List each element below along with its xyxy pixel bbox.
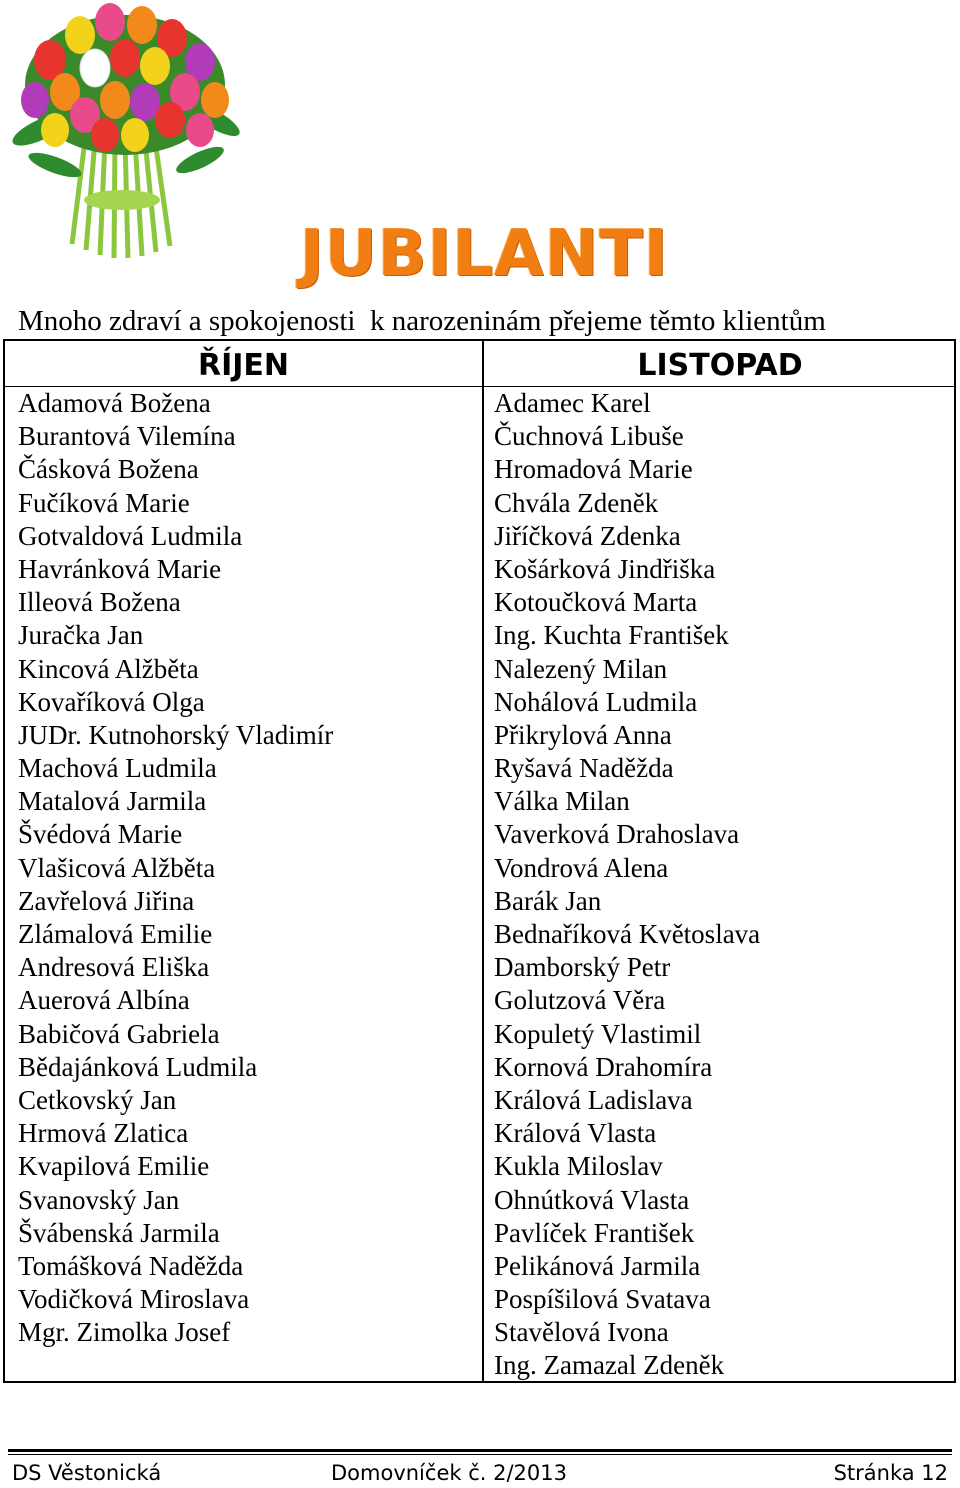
list-item: JUDr. Kutnohorský Vladimír [18,719,334,750]
list-item: Pelikánová Jarmila [494,1250,701,1281]
list-item: Přikrylová Anna [494,719,672,750]
list-item: Čásková Božena [18,454,199,485]
list-item: Bednaříková Květoslava [494,919,761,949]
list-item: Kornová Drahomíra [494,1051,713,1082]
footer-rule-thin [8,1454,952,1455]
november-names-list [494,387,760,1383]
list-item: Ing. Kuchta František [494,620,729,651]
list-item: Hrmová Zlatica [18,1118,189,1149]
list-item: Vaverková Drahoslava [494,819,740,850]
list-item: Válka Milan [494,786,630,817]
column-divider [482,341,484,1381]
list-item: Matalová Jarmila [18,786,207,817]
list-item: Švédová Marie [18,819,183,850]
tulip-bouquet-icon [10,0,240,262]
list-item: Zavřelová Jiřina [18,885,195,916]
column-heading-november: LISTOPAD [637,348,803,383]
list-item: Pospíšilová Svatava [494,1284,711,1315]
list-item: Cetkovský Jan [18,1084,177,1115]
footer-page-number: Stránka 12 [833,1461,948,1485]
list-item: Čuchnová Libuše [494,421,684,452]
october-names-list [18,387,333,1349]
list-item: Košárková Jindřiška [494,553,716,584]
list-item: Ing. Zamazal Zdeněk [494,1350,725,1381]
list-item: Nohálová Ludmila [494,686,698,717]
list-item: Hromadová Marie [494,454,693,485]
list-item: Kvapilová Emilie [18,1151,210,1182]
list-item: Damborský Petr [494,952,671,983]
list-item: Mgr. Zimolka Josef [18,1317,231,1348]
list-item: Machová Ludmila [18,753,217,784]
list-item: Tomášková Naděžda [18,1250,244,1281]
list-item: Juračka Jan [18,620,144,651]
list-item: Kotoučková Marta [494,587,698,618]
list-item: Havránková Marie [18,553,222,584]
list-item: Golutzová Věra [494,985,666,1016]
list-item: Andresová Eliška [18,952,210,983]
list-item: Adamec Karel [494,388,651,418]
list-item: Nalezený Milan [494,653,668,684]
list-item: Králová Vlasta [494,1118,657,1149]
list-item: Fučíková Marie [18,487,190,518]
column-heading-october: ŘÍJEN [197,348,290,383]
list-item: Kukla Miloslav [494,1151,663,1182]
list-item: Kovaříková Olga [18,686,205,717]
list-item: Pavlíček František [494,1217,695,1248]
list-item: Ohnútková Vlasta [494,1184,690,1215]
list-item: Babičová Gabriela [18,1018,220,1049]
list-item: Adamová Božena [18,388,211,418]
list-item: Bědajánková Ludmila [18,1051,258,1082]
footer-publisher: DS Věstonická [12,1461,162,1485]
list-item: Jiříčková Zdenka [494,520,681,551]
list-item: Vodičková Miroslava [18,1284,250,1315]
list-item: Kincová Alžběta [18,653,199,684]
subtitle: Mnoho zdraví a spokojenosti k narozeninám přejeme těmto klientům [18,305,826,337]
list-item: Stavělová Ivona [494,1317,669,1348]
page-title: JUBILANTI [300,217,669,291]
list-item: Švábenská Jarmila [18,1217,220,1248]
list-item: Burantová Vilemína [18,421,236,452]
list-item: Vondrová Alena [494,852,669,883]
list-item: Králová Ladislava [494,1084,693,1115]
list-item: Gotvaldová Ludmila [18,520,243,551]
jubilee-table [3,339,956,1383]
list-item: Illeová Božena [18,587,181,618]
list-item: Vlašicová Alžběta [18,852,216,883]
footer-rule [8,1449,952,1452]
footer-issue: Domovníček č. 2/2013 [331,1461,567,1485]
list-item: Svanovský Jan [18,1184,180,1215]
list-item: Zlámalová Emilie [18,919,213,949]
list-item: Chvála Zdeněk [494,487,659,518]
list-item: Ryšavá Naděžda [494,753,674,784]
list-item: Kopuletý Vlastimil [494,1018,702,1049]
list-item: Auerová Albína [18,985,190,1016]
list-item: Barák Jan [494,885,602,916]
